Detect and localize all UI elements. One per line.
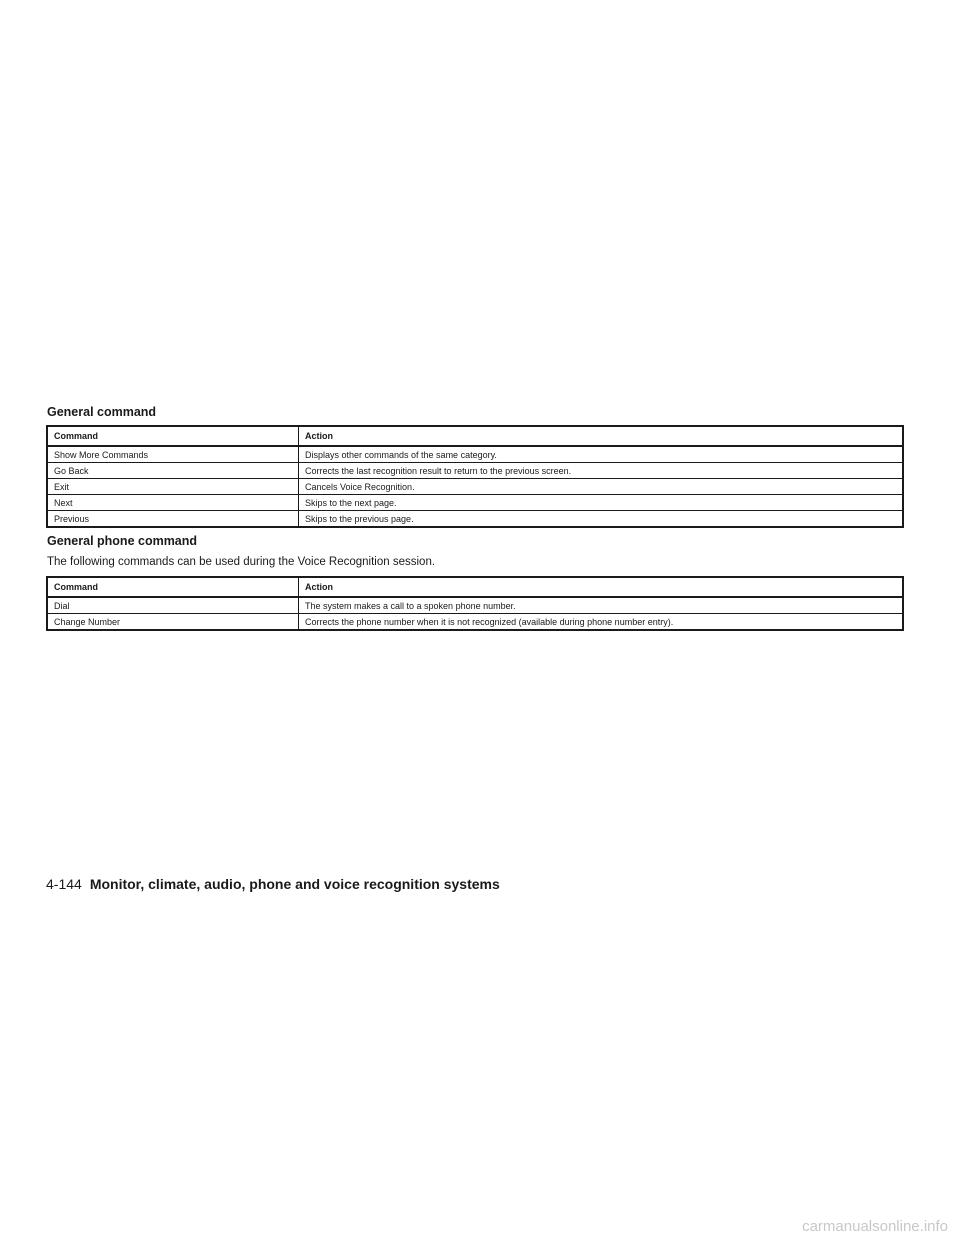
- command-cell: Exit: [47, 479, 299, 495]
- general-phone-command-heading: General phone command: [47, 534, 198, 548]
- action-cell: Skips to the next page.: [299, 495, 904, 511]
- general-command-table: [46, 425, 904, 528]
- page-number: 4-144: [46, 876, 82, 892]
- table-row: [47, 495, 903, 511]
- command-cell: Dial: [47, 597, 299, 614]
- command-cell: Go Back: [47, 463, 299, 479]
- action-cell: The system makes a call to a spoken phone number.: [299, 597, 904, 614]
- chapter-title: Monitor, climate, audio, phone and voice recognition systems: [89, 876, 500, 892]
- page-footer: [46, 875, 500, 893]
- table-header-row: [47, 426, 903, 446]
- table-row: [47, 511, 903, 528]
- general-phone-command-table: [46, 576, 904, 631]
- action-cell: Corrects the last recognition result to return to the previous screen.: [299, 463, 904, 479]
- watermark-text: carmanualsonline.info: [802, 1218, 948, 1235]
- column-header-action: Action: [299, 426, 904, 446]
- table-row: [47, 614, 903, 631]
- table-row: [47, 597, 903, 614]
- action-cell: Displays other commands of the same category.: [299, 446, 904, 463]
- command-cell: Show More Commands: [47, 446, 299, 463]
- table-row: [47, 463, 903, 479]
- column-header-command: Command: [47, 577, 299, 597]
- action-cell: Cancels Voice Recognition.: [299, 479, 904, 495]
- table-header-row: [47, 577, 903, 597]
- general-command-heading: General command: [47, 405, 157, 419]
- command-cell: Next: [47, 495, 299, 511]
- command-cell: Change Number: [47, 614, 299, 631]
- action-cell: Skips to the previous page.: [299, 511, 904, 528]
- table-row: [47, 446, 903, 463]
- action-cell: Corrects the phone number when it is not recognized (available during phone number entry).: [299, 614, 904, 631]
- column-header-action: Action: [299, 577, 904, 597]
- table-row: [47, 479, 903, 495]
- general-phone-command-intro: The following commands can be used during the Voice Recognition session.: [47, 556, 436, 568]
- column-header-command: Command: [47, 426, 299, 446]
- command-cell: Previous: [47, 511, 299, 528]
